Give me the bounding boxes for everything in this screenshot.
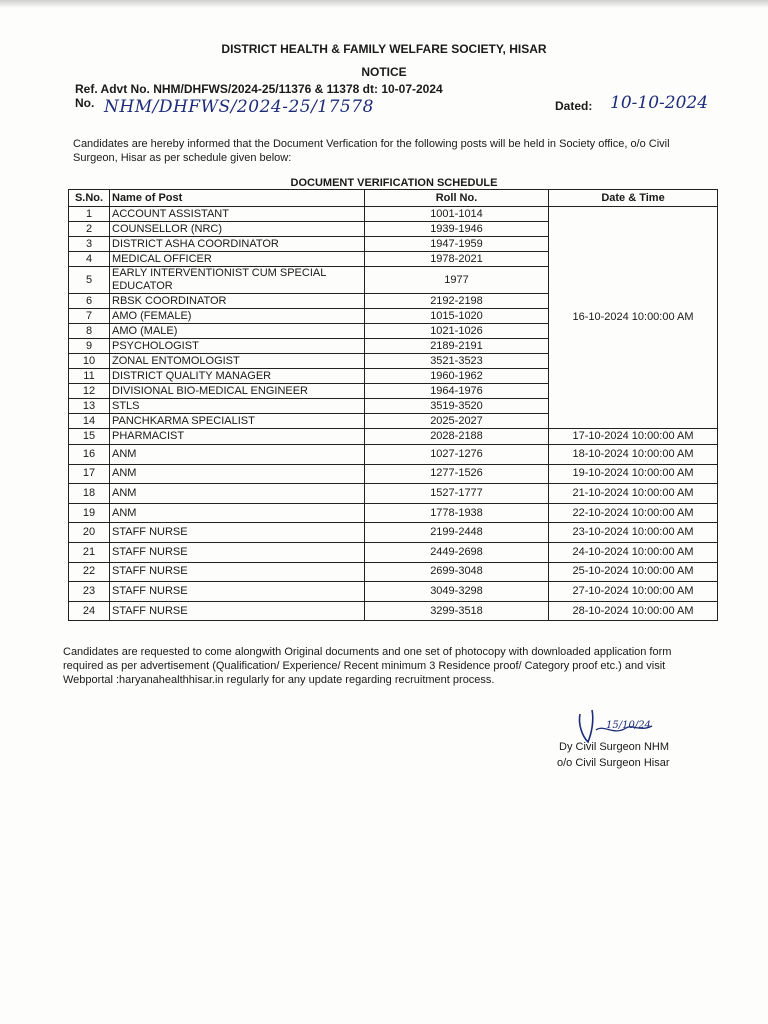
table-row <box>69 484 718 504</box>
cell-date-group: 16-10-2024 10:00:00 AM <box>549 207 718 429</box>
column-header-date: Date & Time <box>549 190 718 207</box>
table-row <box>69 445 718 465</box>
table-row <box>69 503 718 523</box>
cell-post: STLS <box>110 399 365 414</box>
cell-post: PHARMACIST <box>110 429 365 445</box>
cell-post: STAFF NURSE <box>110 523 365 543</box>
cell-post: DISTRICT QUALITY MANAGER <box>110 369 365 384</box>
cell-sno: 24 <box>69 601 110 621</box>
cell-date: 17-10-2024 10:00:00 AM <box>549 429 718 445</box>
cell-post: STAFF NURSE <box>110 601 365 621</box>
cell-post: STAFF NURSE <box>110 562 365 582</box>
cell-date: 18-10-2024 10:00:00 AM <box>549 445 718 465</box>
intro-paragraph: Candidates are hereby informed that the Document Verfication for the following posts will be held in Society office, o/o Civil Surgeon, Hisar as per schedule given below: <box>73 138 670 164</box>
cell-sno: 7 <box>69 309 110 324</box>
table-row <box>69 207 718 222</box>
reference-line: Ref. Advt No. NHM/DHFWS/2024-25/11376 & 11378 dt: 10-07-2024 <box>75 82 443 96</box>
cell-roll: 3049-3298 <box>365 582 549 602</box>
cell-roll: 1015-1020 <box>365 309 549 324</box>
cell-roll: 1964-1976 <box>365 384 549 399</box>
table-row <box>69 601 718 621</box>
column-header-sno: S.No. <box>69 190 110 207</box>
cell-sno: 2 <box>69 222 110 237</box>
cell-post: RBSK COORDINATOR <box>110 294 365 309</box>
cell-post: ZONAL ENTOMOLOGIST <box>110 354 365 369</box>
table-row <box>69 582 718 602</box>
signature-mark <box>570 706 670 746</box>
dated-label: Dated: <box>555 99 593 113</box>
table-row <box>69 429 718 445</box>
cell-roll: 1001-1014 <box>365 207 549 222</box>
signatory-title: Dy Civil Surgeon NHM <box>559 741 670 753</box>
cell-date: 22-10-2024 10:00:00 AM <box>549 503 718 523</box>
cell-sno: 12 <box>69 384 110 399</box>
number-label: No. <box>75 96 95 110</box>
handwritten-number: NHM/DHFWS/2024-25/17578 <box>104 97 374 117</box>
cell-sno: 9 <box>69 339 110 354</box>
cell-roll: 1960-1962 <box>365 369 549 384</box>
cell-date: 25-10-2024 10:00:00 AM <box>549 562 718 582</box>
cell-sno: 4 <box>69 252 110 267</box>
cell-date: 21-10-2024 10:00:00 AM <box>549 484 718 504</box>
cell-post: EARLY INTERVENTIONIST CUM SPECIAL EDUCATOR <box>110 267 365 294</box>
cell-date: 23-10-2024 10:00:00 AM <box>549 523 718 543</box>
cell-post: STAFF NURSE <box>110 542 365 562</box>
cell-sno: 23 <box>69 582 110 602</box>
cell-roll: 1977 <box>365 267 549 294</box>
cell-roll: 1978-2021 <box>365 252 549 267</box>
table-row <box>69 542 718 562</box>
cell-sno: 13 <box>69 399 110 414</box>
cell-sno: 20 <box>69 523 110 543</box>
table-row <box>69 562 718 582</box>
cell-roll: 2189-2191 <box>365 339 549 354</box>
signatory-office: o/o Civil Surgeon Hisar <box>557 757 670 769</box>
cell-post: DISTRICT ASHA COORDINATOR <box>110 237 365 252</box>
cell-post: AMO (FEMALE) <box>110 309 365 324</box>
cell-sno: 8 <box>69 324 110 339</box>
cell-roll: 3299-3518 <box>365 601 549 621</box>
table-header-row <box>69 190 718 207</box>
cell-sno: 18 <box>69 484 110 504</box>
cell-sno: 22 <box>69 562 110 582</box>
column-header-post: Name of Post <box>110 190 365 207</box>
table-row <box>69 523 718 543</box>
cell-roll: 1947-1959 <box>365 237 549 252</box>
cell-sno: 6 <box>69 294 110 309</box>
cell-sno: 5 <box>69 267 110 294</box>
cell-roll: 3519-3520 <box>365 399 549 414</box>
cell-sno: 16 <box>69 445 110 465</box>
cell-roll: 2192-2198 <box>365 294 549 309</box>
signature-date: 15/10/24 <box>606 720 651 731</box>
cell-post: MEDICAL OFFICER <box>110 252 365 267</box>
cell-roll: 3521-3523 <box>365 354 549 369</box>
cell-date: 19-10-2024 10:00:00 AM <box>549 464 718 484</box>
organization-heading: DISTRICT HEALTH & FAMILY WELFARE SOCIETY, HISAR <box>221 42 547 56</box>
cell-post: ANM <box>110 445 365 465</box>
cell-roll: 2699-3048 <box>365 562 549 582</box>
cell-roll: 1027-1276 <box>365 445 549 465</box>
cell-sno: 10 <box>69 354 110 369</box>
cell-roll: 1778-1938 <box>365 503 549 523</box>
cell-post: PSYCHOLOGIST <box>110 339 365 354</box>
column-header-roll: Roll No. <box>365 190 549 207</box>
cell-roll: 1939-1946 <box>365 222 549 237</box>
cell-roll: 1277-1526 <box>365 464 549 484</box>
cell-roll: 1527-1777 <box>365 484 549 504</box>
cell-roll: 2025-2027 <box>365 414 549 429</box>
cell-date: 28-10-2024 10:00:00 AM <box>549 601 718 621</box>
cell-post: ANM <box>110 503 365 523</box>
table-body <box>69 207 718 621</box>
cell-sno: 15 <box>69 429 110 445</box>
cell-post: ANM <box>110 484 365 504</box>
cell-sno: 1 <box>69 207 110 222</box>
cell-sno: 17 <box>69 464 110 484</box>
cell-post: PANCHKARMA SPECIALIST <box>110 414 365 429</box>
cell-sno: 11 <box>69 369 110 384</box>
cell-post: AMO (MALE) <box>110 324 365 339</box>
cell-roll: 2028-2188 <box>365 429 549 445</box>
verification-schedule-table <box>68 189 718 621</box>
cell-post: ANM <box>110 464 365 484</box>
cell-post: STAFF NURSE <box>110 582 365 602</box>
scan-edge-shadow <box>0 0 768 8</box>
cell-roll: 1021-1026 <box>365 324 549 339</box>
footer-paragraph: Candidates are requested to come alongwith Original documents and one set of photocopy with downloaded application form required as per advertisement (Qualification/ Experience/ Recent minimum 3 Residence proof/ Category proof etc.) and visit Webportal :haryanahealthhisar.in regularly for any update regarding recruitment process. <box>63 646 672 686</box>
schedule-title: DOCUMENT VERIFICATION SCHEDULE <box>290 177 498 189</box>
handwritten-date: 10-10-2024 <box>610 93 709 113</box>
cell-post: ACCOUNT ASSISTANT <box>110 207 365 222</box>
cell-roll: 2199-2448 <box>365 523 549 543</box>
cell-sno: 21 <box>69 542 110 562</box>
cell-post: COUNSELLOR (NRC) <box>110 222 365 237</box>
cell-sno: 14 <box>69 414 110 429</box>
table-row <box>69 464 718 484</box>
cell-date: 27-10-2024 10:00:00 AM <box>549 582 718 602</box>
cell-sno: 3 <box>69 237 110 252</box>
cell-post: DIVISIONAL BIO-MEDICAL ENGINEER <box>110 384 365 399</box>
notice-heading: NOTICE <box>361 65 407 79</box>
cell-date: 24-10-2024 10:00:00 AM <box>549 542 718 562</box>
cell-sno: 19 <box>69 503 110 523</box>
cell-roll: 2449-2698 <box>365 542 549 562</box>
